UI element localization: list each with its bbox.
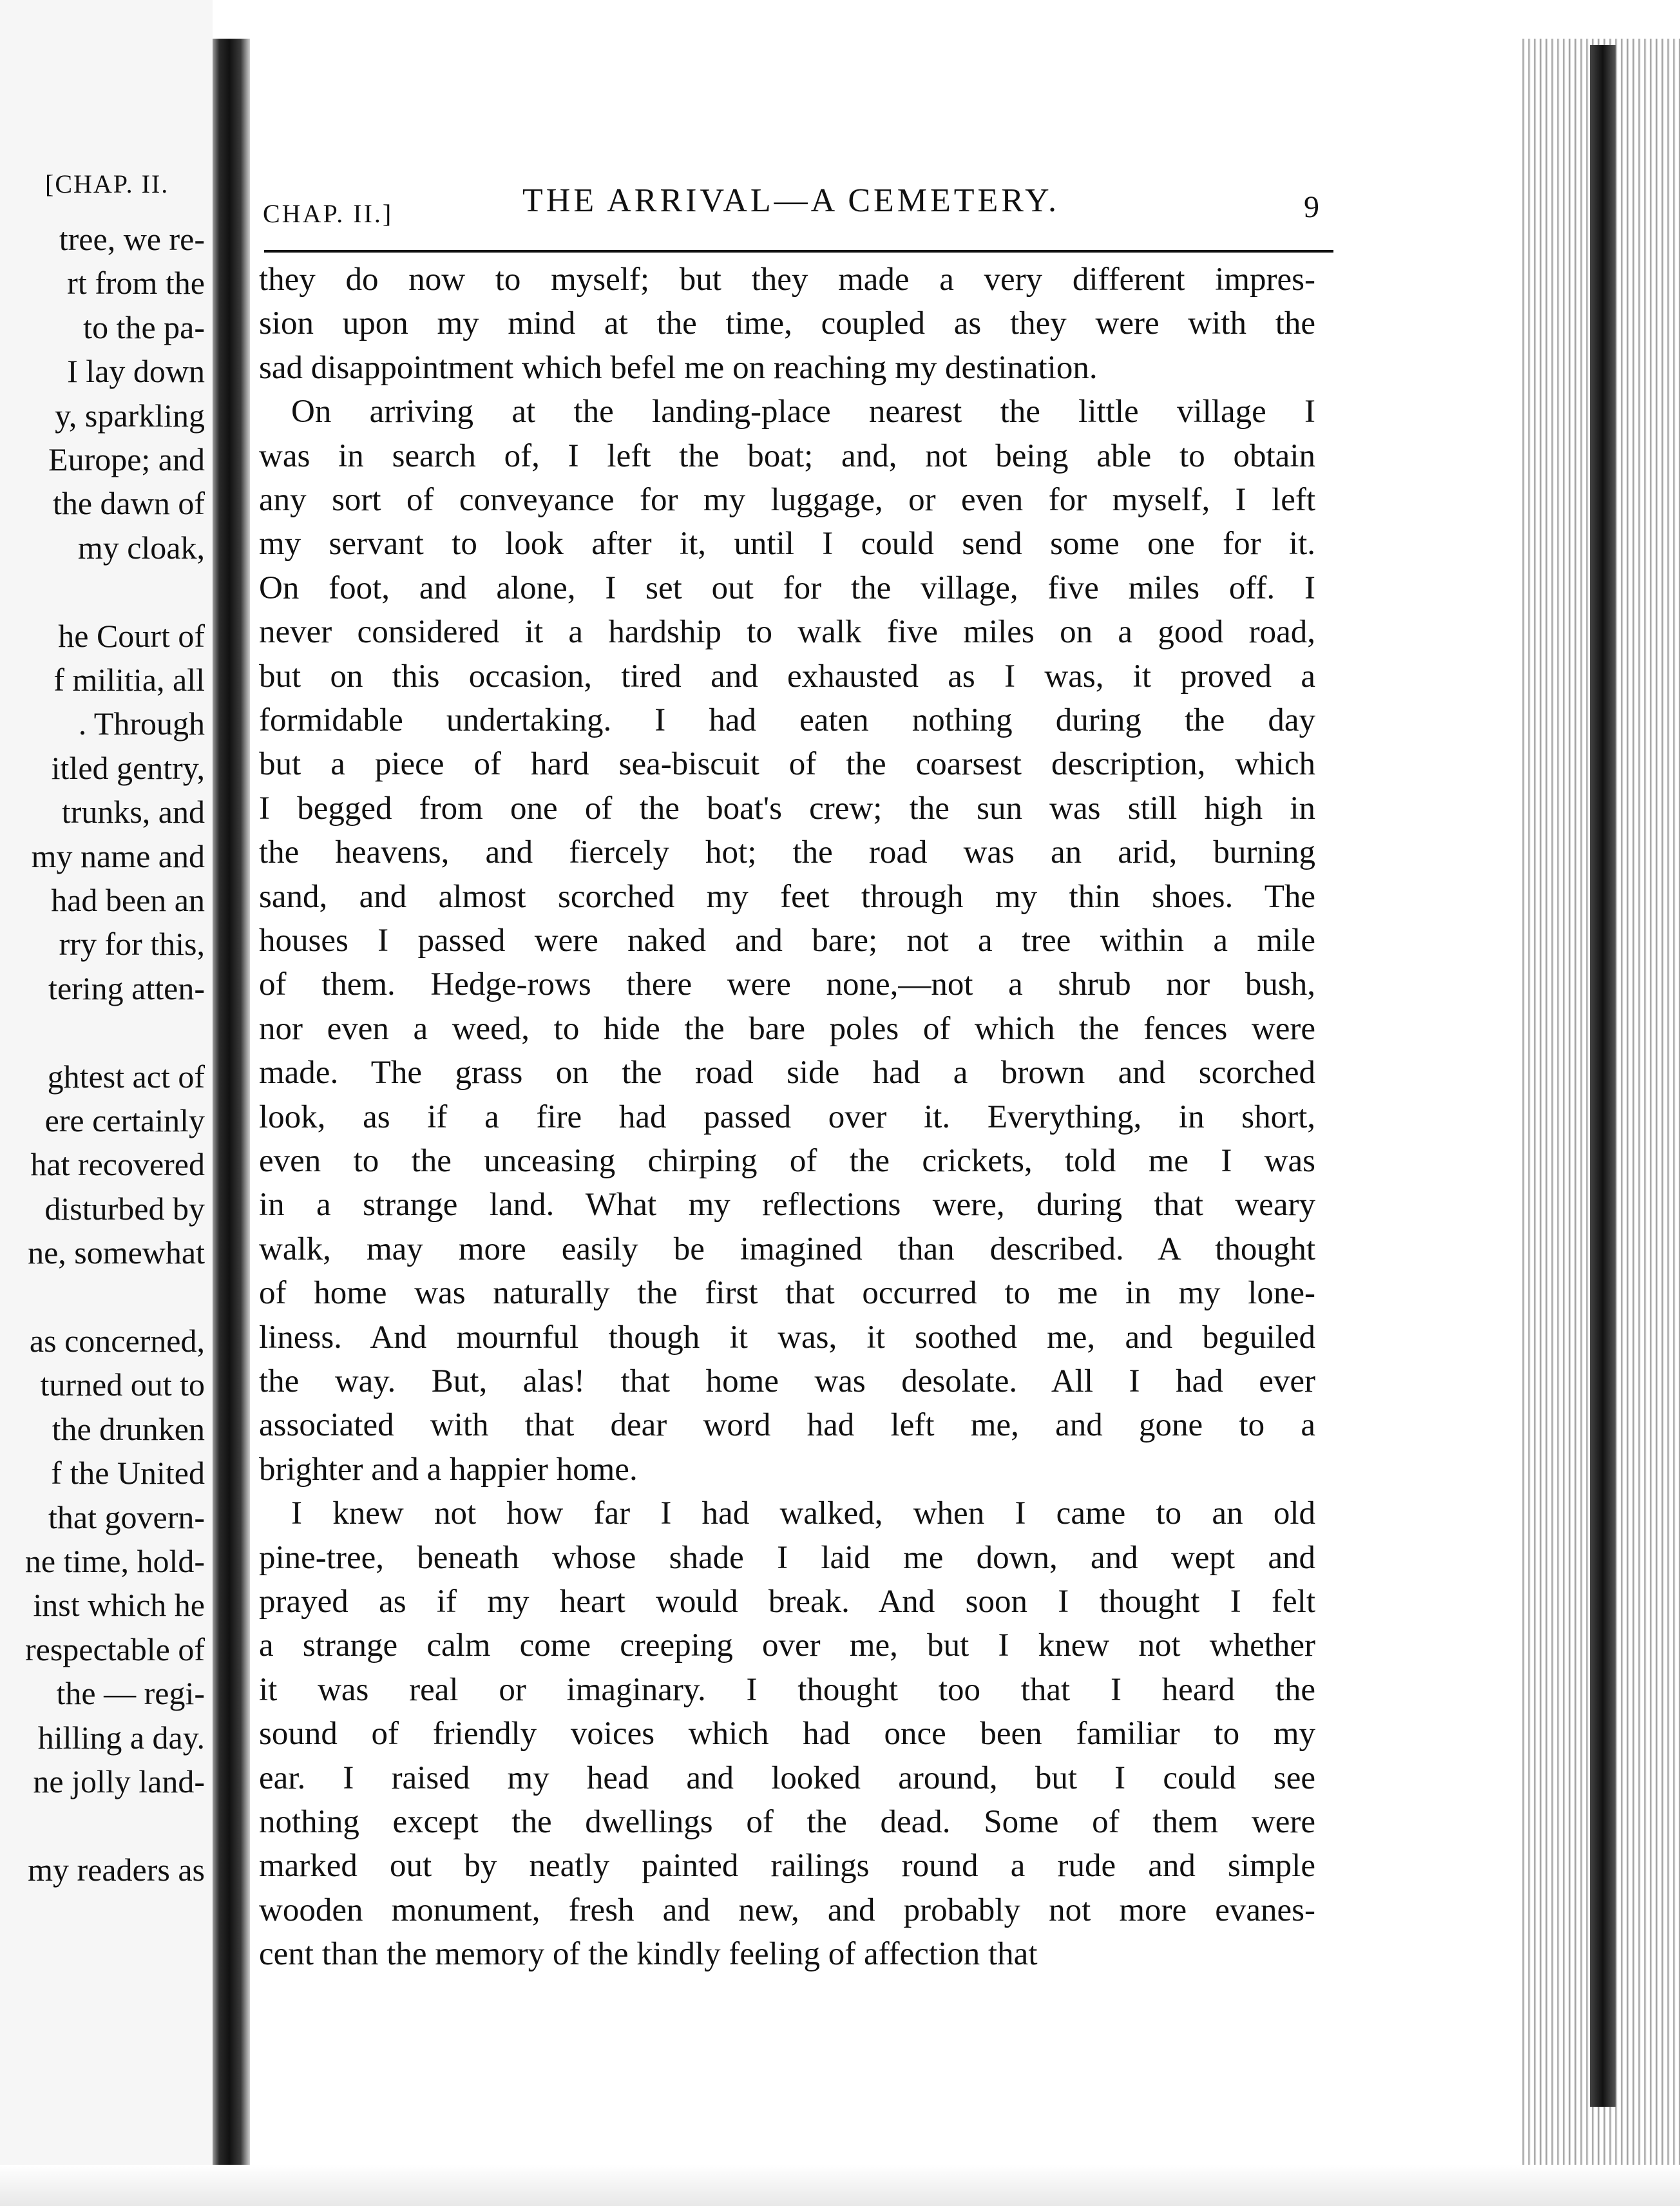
page-number: 9: [1304, 190, 1319, 224]
page-title: THE ARRIVAL—A CEMETERY.: [522, 182, 1060, 219]
text-line: On foot, and alone, I set out for the village, five miles off. I: [259, 570, 1315, 606]
previous-page-line: my cloak,: [77, 529, 205, 566]
previous-page-line: turned out to: [40, 1367, 205, 1403]
text-line: the way. But, alas! that home was desolate. All I had ever: [259, 1363, 1315, 1399]
text-line: they do now to myself; but they made a very different impres-: [259, 262, 1315, 298]
text-line: in a strange land. What my reflections were, during that weary: [259, 1187, 1315, 1223]
text-line: wooden monument, fresh and new, and probably not more evanes-: [259, 1892, 1315, 1928]
previous-page-line: as concerned,: [29, 1323, 205, 1359]
previous-page-line: Europe; and: [48, 441, 205, 477]
text-line: never considered it a hardship to walk five miles on a good road,: [259, 614, 1315, 651]
text-line: associated with that dear word had left me, and gone to a: [259, 1407, 1315, 1444]
previous-page-line: disturbed by: [44, 1190, 205, 1227]
text-line: cent than the memory of the kindly feeling of affection that: [259, 1936, 1038, 1973]
previous-page-line: tering atten-: [48, 970, 205, 1006]
previous-page-line: to the pa-: [83, 309, 205, 345]
previous-page-line: ghtest act of: [47, 1058, 205, 1095]
previous-page-line: rry for this,: [59, 926, 205, 963]
text-line: brighter and a happier home.: [259, 1451, 638, 1488]
previous-page-line: the — regi-: [56, 1675, 205, 1712]
previous-page-line: ne, somewhat: [28, 1234, 205, 1271]
previous-page-line: ne jolly land-: [33, 1763, 205, 1799]
text-line: prayed as if my heart would break. And soon I thought I felt: [259, 1584, 1315, 1620]
text-line: the heavens, and fiercely hot; the road was an arid, burning: [259, 834, 1315, 871]
text-line: a strange calm come creeping over me, but I knew not whether: [259, 1627, 1315, 1664]
previous-page-line: ne time, hold-: [24, 1543, 205, 1579]
text-line: look, as if a fire had passed over it. Everything, in short,: [259, 1098, 1315, 1135]
text-line: was in search of, I left the boat; and, not being able to obtain: [259, 437, 1315, 474]
text-line: it was real or imaginary. I thought too that I heard the: [259, 1671, 1315, 1708]
page-bottom-edge: [0, 2165, 1680, 2206]
text-line: houses I passed were naked and bare; not a tree within a mile: [259, 923, 1315, 959]
text-line: sand, and almost scorched my feet through my thin shoes. The: [259, 878, 1315, 915]
chapter-label: CHAP. II.]: [263, 199, 394, 228]
previous-page-line: ere certainly: [44, 1102, 205, 1138]
text-line: nor even a weed, to hide the bare poles of which the fences were: [259, 1010, 1315, 1047]
text-line: even to the unceasing chirping of the crickets, told me I was: [259, 1143, 1315, 1179]
text-line: of home was naturally the first that occurred to me in my lone-: [259, 1275, 1315, 1312]
text-line: I knew not how far I had walked, when I came to an old: [291, 1495, 1315, 1532]
previous-page-line: hilling a day.: [37, 1719, 205, 1756]
text-line: my servant to look after it, until I could send some one for it.: [259, 526, 1315, 562]
previous-page-line: . Through: [78, 705, 205, 742]
previous-page-line: the dawn of: [52, 485, 205, 522]
text-line: sion upon my mind at the time, coupled as they were with the: [259, 305, 1315, 342]
header-rule: [264, 250, 1333, 253]
text-line: nothing except the dwellings of the dead. Some of them were: [259, 1804, 1315, 1840]
text-line: I begged from one of the boat's crew; the sun was still high in: [259, 790, 1315, 827]
text-line: pine-tree, beneath whose shade I laid me down, and wept and: [259, 1539, 1315, 1576]
text-line: but a piece of hard sea-biscuit of the coarsest description, which: [259, 746, 1315, 783]
previous-page-line: trunks, and: [61, 794, 205, 830]
running-head: [263, 182, 1319, 240]
page-9: [250, 32, 1519, 2206]
text-line: made. The grass on the road side had a brown and scorched: [259, 1055, 1315, 1091]
previous-page-line: my name and: [31, 838, 205, 874]
previous-page-line: itled gentry,: [51, 749, 205, 786]
text-line: ear. I raised my head and looked around, but I could see: [259, 1760, 1315, 1796]
previous-page-line: hat recovered: [30, 1146, 205, 1183]
previous-page-line: had been an: [51, 882, 205, 918]
previous-page-line: the drunken: [52, 1410, 205, 1447]
text-line: walk, may more easily be imagined than described. A thought: [259, 1231, 1315, 1267]
book-cover-edge: [1590, 45, 1616, 2107]
text-line: but on this occasion, tired and exhausted as I was, it proved a: [259, 658, 1315, 695]
previous-page-line: he Court of: [58, 617, 205, 654]
text-line: formidable undertaking. I had eaten nothing during the day: [259, 702, 1315, 738]
previous-page-line: I lay down: [67, 353, 205, 390]
text-line: any sort of conveyance for my luggage, or even for myself, I left: [259, 482, 1315, 518]
previous-page-line: respectable of: [24, 1631, 205, 1667]
text-line: sound of friendly voices which had once been familiar to my: [259, 1716, 1315, 1752]
previous-page-fragment: [0, 0, 213, 2206]
previous-page-running-head: [CHAP. II.: [45, 169, 169, 198]
text-line: sad disappointment which befel me on reaching my destination.: [259, 349, 1098, 386]
text-line: On arriving at the landing-place nearest the little village I: [291, 394, 1315, 430]
book-gutter: [213, 39, 250, 2206]
text-line: marked out by neatly painted railings round a rude and simple: [259, 1848, 1315, 1885]
previous-page-line: y, sparkling: [55, 397, 205, 434]
previous-page-line: rt from the: [67, 265, 205, 302]
text-line: of them. Hedge-rows there were none,—not a shrub nor bush,: [259, 966, 1315, 1003]
previous-page-line: tree, we re-: [59, 221, 205, 257]
previous-page-line: my readers as: [28, 1851, 205, 1888]
previous-page-line: f the United: [51, 1455, 205, 1491]
text-line: liness. And mournful though it was, it soothed me, and beguiled: [259, 1319, 1315, 1356]
previous-page-line: that govern-: [48, 1499, 205, 1535]
previous-page-line: inst which he: [33, 1587, 205, 1624]
previous-page-line: f militia, all: [53, 662, 205, 698]
